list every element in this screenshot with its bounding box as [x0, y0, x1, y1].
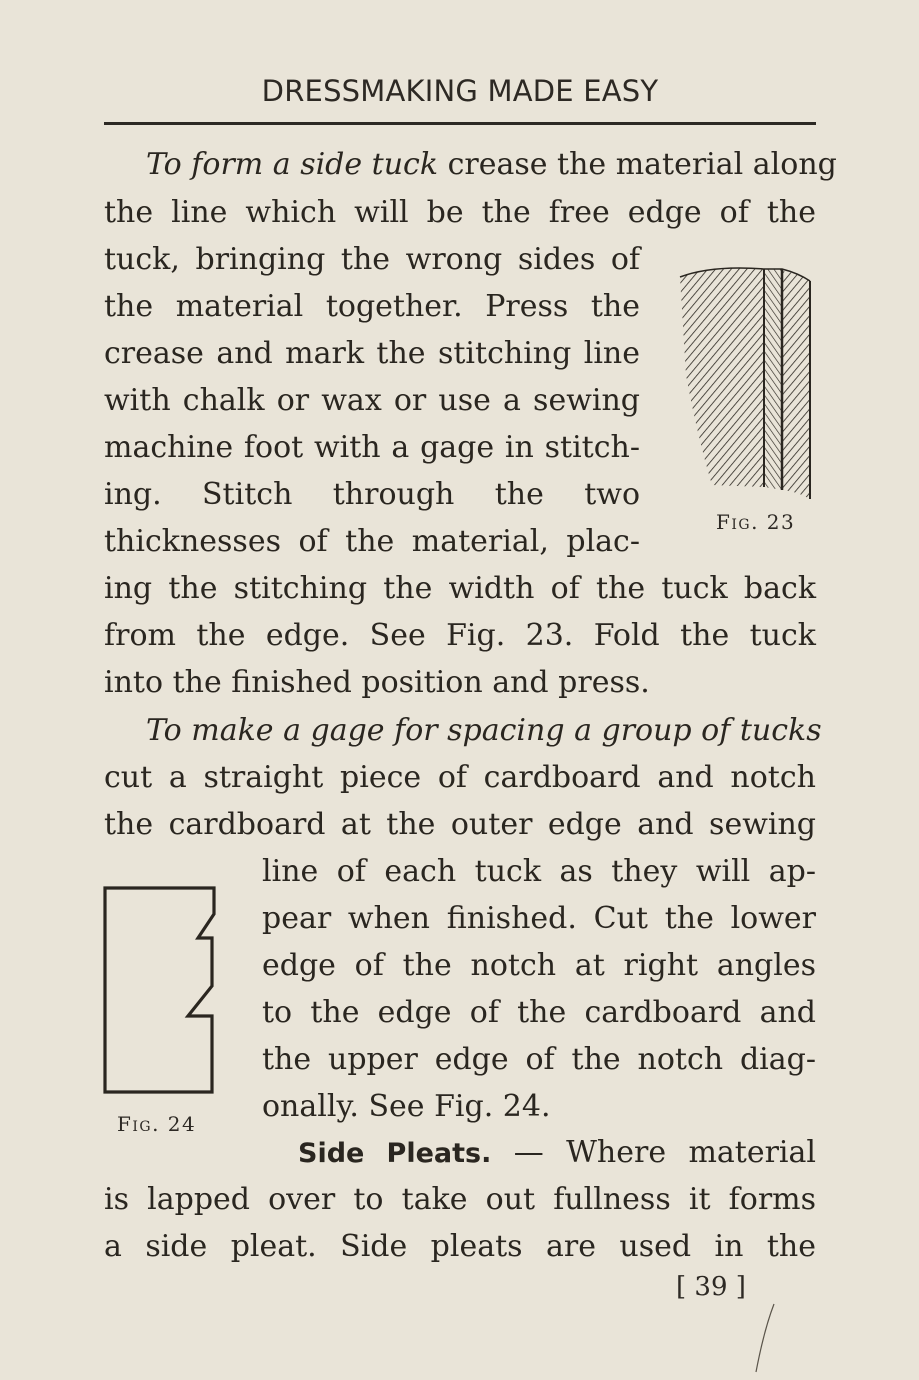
text-line: To make a gage for spacing a group of tucks	[146, 713, 822, 748]
text-line: ing. Stitch through the two	[104, 477, 640, 512]
text-line: ing the stitching the width of the tuck back	[104, 571, 816, 606]
text-line: pear when finished. Cut the lower	[262, 901, 816, 936]
text-line: the upper edge of the notch diag-	[262, 1042, 816, 1077]
section-heading: Side Pleats.	[298, 1138, 492, 1169]
text-line: cut a straight piece of cardboard and notch	[104, 760, 816, 795]
text-line: with chalk or wax or use a sewing	[104, 383, 640, 418]
text-line: line of each tuck as they will ap-	[262, 854, 816, 889]
figure-caption: Fig. 24	[117, 1112, 197, 1136]
text-line: into the finished position and press.	[104, 665, 650, 700]
text-line: the material together. Press the	[104, 289, 640, 324]
text-line: a side pleat. Side pleats are used in the	[104, 1229, 816, 1264]
text-line: tuck, bringing the wrong sides of	[104, 242, 640, 277]
figure-caption: Fig. 23	[716, 510, 796, 534]
text-line: To form a side tuck crease the material along	[146, 147, 837, 182]
text-line: Side Pleats. — Where material	[298, 1135, 816, 1170]
text-line: crease and mark the stitching line	[104, 336, 640, 371]
text-line: the line which will be the free edge of the	[104, 195, 816, 230]
pencil-mark	[740, 1300, 780, 1380]
text-line: thicknesses of the material, plac-	[104, 524, 640, 559]
text-line: is lapped over to take out fullness it forms	[104, 1182, 816, 1217]
text-line: edge of the notch at right angles	[262, 948, 816, 983]
notched-gage-illustration-icon	[98, 880, 228, 1100]
running-header: DRESSMAKING MADE EASY	[261, 74, 659, 108]
text-line: onally. See Fig. 24.	[262, 1089, 551, 1124]
page-number: [ 39 ]	[676, 1272, 746, 1302]
text-line: the cardboard at the outer edge and sewing	[104, 807, 816, 842]
text-line: machine foot with a gage in stitch-	[104, 430, 640, 465]
text-line: from the edge. See Fig. 23. Fold the tuck	[104, 618, 816, 653]
text-line: to the edge of the cardboard and	[262, 995, 816, 1030]
tuck-illustration-icon	[672, 255, 822, 505]
header-rule	[104, 122, 816, 125]
